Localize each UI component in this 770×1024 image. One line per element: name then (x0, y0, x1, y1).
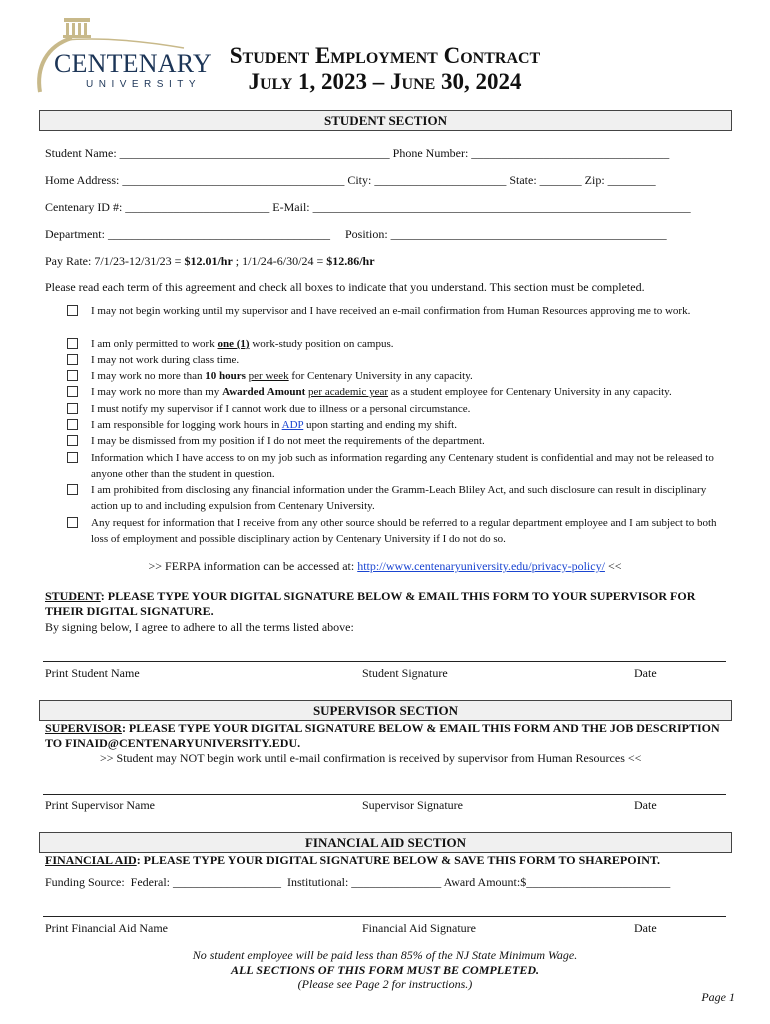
instruction-text: Please read each term of this agreement and check all boxes to indicate that you understand. This section must be completed. (45, 280, 645, 294)
ferpa-prefix: >> FERPA information can be accessed at: (148, 559, 358, 573)
supervisor-note: >> Student may NOT begin work until e-mail confirmation is received by supervisor from Human Resources << (100, 751, 642, 765)
footer-complete-note: ALL SECTIONS OF THIS FORM MUST BE COMPLETED. (230, 963, 540, 977)
page-title: Student Employment Contract (229, 43, 541, 68)
agree-text: By signing below, I agree to adhere to all the terms listed above: (45, 620, 354, 634)
student-signature-line[interactable] (43, 661, 726, 662)
term-checkbox[interactable] (67, 484, 78, 495)
supervisor-section-header: SUPERVISOR SECTION (39, 700, 732, 721)
finaid-signature-line[interactable] (43, 916, 726, 917)
term-checkbox[interactable] (67, 354, 78, 365)
term-text: Any request for information that I receive from any other source should be referred to a regular department employee and I am subject to both loss of employment and possible disciplinary action by Centenary University if I do not do so. (91, 517, 717, 546)
student-signature-label: Student Signature (362, 666, 448, 680)
term-item (67, 417, 727, 433)
term-text: I may work no more than my Awarded Amount per academic year as a student employee for Centenary University in any capacity. (91, 386, 672, 398)
finaid-signature-label: Financial Aid Signature (362, 921, 476, 935)
term-text: I must notify my supervisor if I cannot work due to illness or a personal circumstance. (91, 403, 471, 415)
student-section-header: STUDENT SECTION (39, 110, 732, 131)
page-number: Page 1 (701, 990, 735, 1004)
student-date-label: Date (634, 666, 657, 680)
term-text: I am only permitted to work one (1) work-study position on campus. (91, 338, 394, 350)
term-checkbox[interactable] (67, 386, 78, 397)
funding-source-row[interactable]: Funding Source: Federal: __________________ Institutional: _______________ Award Amount:$________________________ (45, 875, 671, 889)
supervisor-date-label: Date (634, 798, 657, 812)
term-text: I may work no more than 10 hours per week for Centenary University in any capacity. (91, 370, 473, 382)
ferpa-link[interactable]: http://www.centenaryuniversity.edu/privacy-policy/ (357, 559, 605, 573)
term-checkbox[interactable] (67, 452, 78, 463)
student-name-row[interactable]: Student Name: _____________________________________________ Phone Number: _________________________________ (45, 146, 670, 160)
adp-link[interactable]: ADP (281, 419, 304, 431)
term-checkbox[interactable] (67, 435, 78, 446)
supervisor-signature-label: Supervisor Signature (362, 798, 463, 812)
term-item (67, 515, 727, 548)
page-subtitle: July 1, 2023 – June 30, 2024 (248, 69, 522, 94)
term-checkbox[interactable] (67, 305, 78, 316)
term-item (67, 352, 727, 368)
finaid-section-header: FINANCIAL AID SECTION (39, 832, 732, 853)
logo-subtitle: UNIVERSITY (86, 79, 202, 90)
term-item (67, 336, 727, 352)
pay-rate-2: $12.86/hr (326, 254, 375, 268)
print-supervisor-name-label: Print Supervisor Name (45, 798, 155, 812)
department-position-row[interactable]: Department: _____________________________________ Position: ______________________________________________ (45, 227, 667, 241)
student-signature-instruction: STUDENT: PLEASE TYPE YOUR DIGITAL SIGNATURE BELOW & EMAIL THIS FORM TO YOUR SUPERVISOR FOR THEIR DIGITAL SIGNATURE. (45, 589, 696, 618)
finaid-instruction: FINANCIAL AID: PLEASE TYPE YOUR DIGITAL SIGNATURE BELOW & SAVE THIS FORM TO SHAREPOINT. (45, 853, 661, 867)
term-item (67, 303, 727, 319)
term-item (67, 368, 727, 384)
term-checkbox[interactable] (67, 370, 78, 381)
centenary-logo (34, 18, 212, 98)
term-item (67, 384, 727, 400)
term-item (67, 450, 727, 483)
ferpa-suffix: << (604, 559, 622, 573)
print-student-name-label: Print Student Name (45, 666, 140, 680)
ferpa-note (0, 559, 770, 574)
home-address-row[interactable]: Home Address: _____________________________________ City: ______________________ State: _______ Zip: ________ (45, 173, 656, 187)
supervisor-signature-line[interactable] (43, 794, 726, 795)
term-checkbox[interactable] (67, 517, 78, 528)
pay-rate-label: Pay Rate: 7/1/23-12/31/23 = (45, 254, 185, 268)
term-text: I may not work during class time. (91, 354, 240, 366)
logo-name: CENTENARY (54, 49, 212, 78)
term-text: Information which I have access to on my job such as information regarding any Centenary student is confidential and may not be released to anyone other than the student in question. (91, 452, 714, 481)
term-item (67, 433, 727, 449)
supervisor-instruction: SUPERVISOR: PLEASE TYPE YOUR DIGITAL SIGNATURE BELOW & EMAIL THIS FORM AND THE JOB DESCRIPTION TO FINAID@CENTENARYUNIVERSITY.EDU. (45, 721, 720, 750)
term-text: I may be dismissed from my position if I do not meet the requirements of the department. (91, 435, 485, 447)
pay-rate-1: $12.01/hr (184, 254, 233, 268)
footer-wage-note: No student employee will be paid less than 85% of the NJ State Minimum Wage. (192, 948, 578, 962)
term-text: I may not begin working until my supervisor and I have received an e-mail confirmation from Human Resources approving me to work. (91, 305, 691, 317)
print-finaid-name-label: Print Financial Aid Name (45, 921, 168, 935)
term-checkbox[interactable] (67, 403, 78, 414)
finaid-date-label: Date (634, 921, 657, 935)
term-item (67, 482, 727, 515)
id-email-row[interactable]: Centenary ID #: ________________________ E-Mail: _______________________________________________________________ (45, 200, 691, 214)
term-item (67, 401, 727, 417)
footer-instructions-note: (Please see Page 2 for instructions.) (297, 977, 473, 991)
term-text: I am responsible for logging work hours in ADP upon starting and ending my shift. (91, 419, 457, 431)
term-checkbox[interactable] (67, 419, 78, 430)
pay-rate-mid: ; 1/1/24-6/30/24 = (232, 254, 327, 268)
term-checkbox[interactable] (67, 338, 78, 349)
term-text: I am prohibited from disclosing any financial information under the Gramm-Leach Bliley Act, and such disclosure can result in disciplinary action up to and including expulsion from Centenary University. (91, 484, 707, 513)
pay-rate (45, 254, 375, 269)
